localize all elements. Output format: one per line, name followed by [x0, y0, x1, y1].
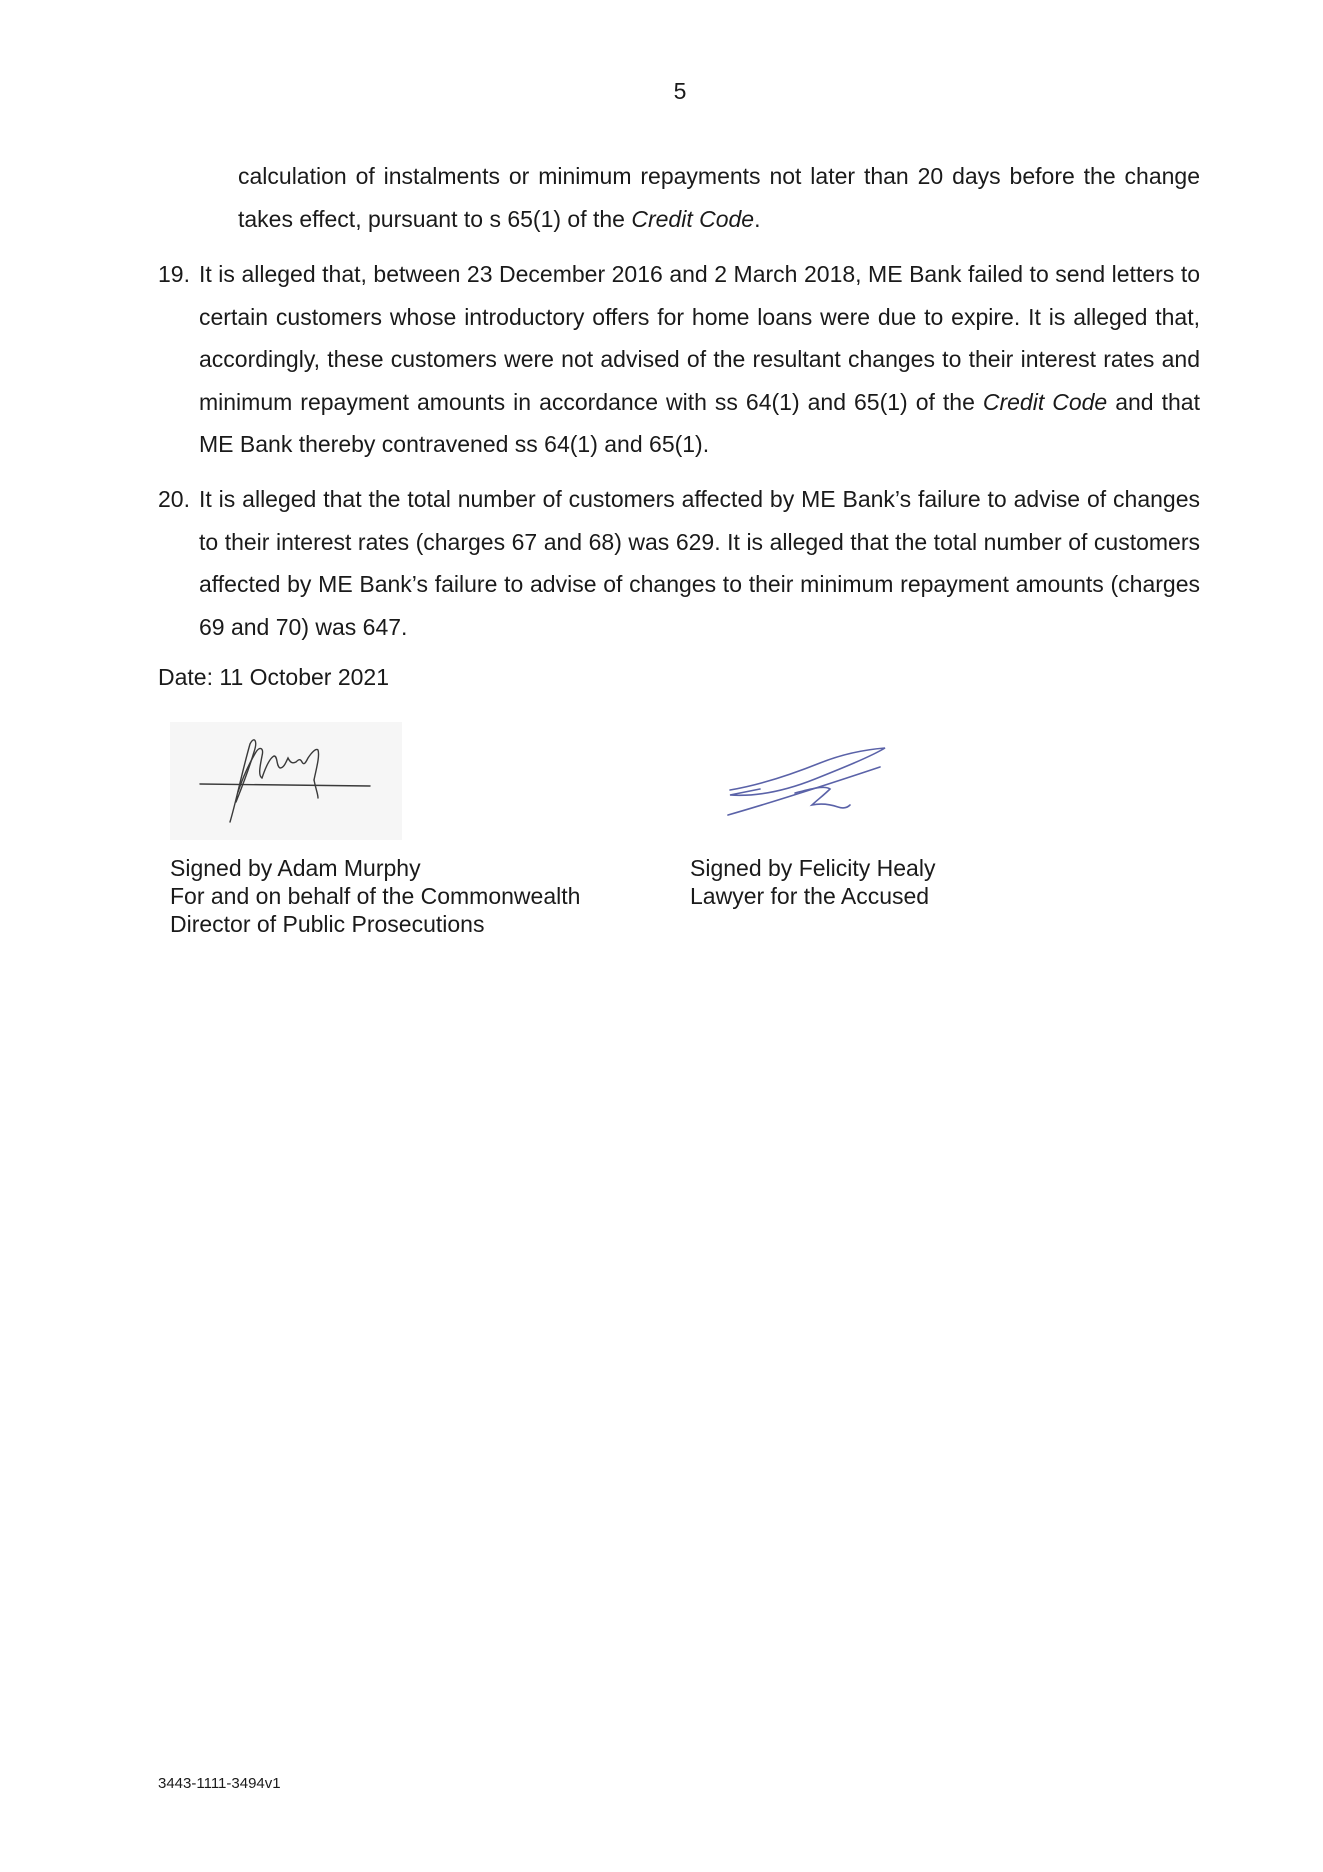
paragraph-19-text-2: and that ME Bank thereby contravened ss 64(1) and 65(1). [199, 388, 1200, 458]
signatory-name: Signed by Felicity Healy [690, 855, 936, 881]
signature-block-defence [690, 854, 935, 910]
document-reference: 3443-1111-3494v1 [158, 1775, 281, 1792]
signatory-name: Signed by Adam Murphy [170, 855, 421, 881]
signature-adam-murphy [170, 722, 402, 840]
paragraph-text [199, 253, 1200, 466]
signatory-role: For and on behalf of the Commonwealth [170, 883, 581, 909]
credit-code-title: Credit Code [631, 205, 755, 232]
signatory-role: Lawyer for the Accused [690, 883, 930, 909]
paragraph-19-text-1: It is alleged that, between 23 December 2016 and 2 March 2018, ME Bank failed to send letters to certain customers whose introductory offers for home loans were due to expire. It is alleged that, accordingly, these customers were not advised of the resultant changes to their interest rates and minimum repayment amounts in accordance with ss 64(1) and 65(1) of the [199, 261, 1200, 415]
signature-scribble-1 [170, 722, 402, 840]
paragraph-text: It is alleged that the total number of customers affected by ME Bank’s failure to advise of changes to their interest rates (charges 67 and 68) was 629. It is alleged that the total number of customers affected by ME Bank’s failure to advise of changes to their minimum repayment amounts (charges 69 and 70) was 647. [199, 486, 1200, 640]
page-number: 5 [673, 78, 687, 104]
document-date: Date: 11 October 2021 [158, 664, 389, 690]
signatory-role: Director of Public Prosecutions [170, 911, 485, 937]
credit-code-title: Credit Code [982, 388, 1108, 415]
continuation-paragraph [238, 155, 1200, 240]
paragraph-20 [158, 478, 1200, 648]
paragraph-19 [158, 253, 1200, 466]
continuation-text: calculation of instalments or minimum repayments not later than 20 days before the change takes effect, pursuant to s 65(1) of the [238, 163, 1200, 232]
signature-block-prosecution [170, 854, 580, 938]
continuation-end: . [754, 205, 761, 232]
signature-scribble-2 [720, 745, 910, 825]
signature-felicity-healy [720, 745, 910, 825]
paragraph-number: 20. [158, 486, 190, 512]
paragraph-number: 19. [158, 261, 190, 287]
